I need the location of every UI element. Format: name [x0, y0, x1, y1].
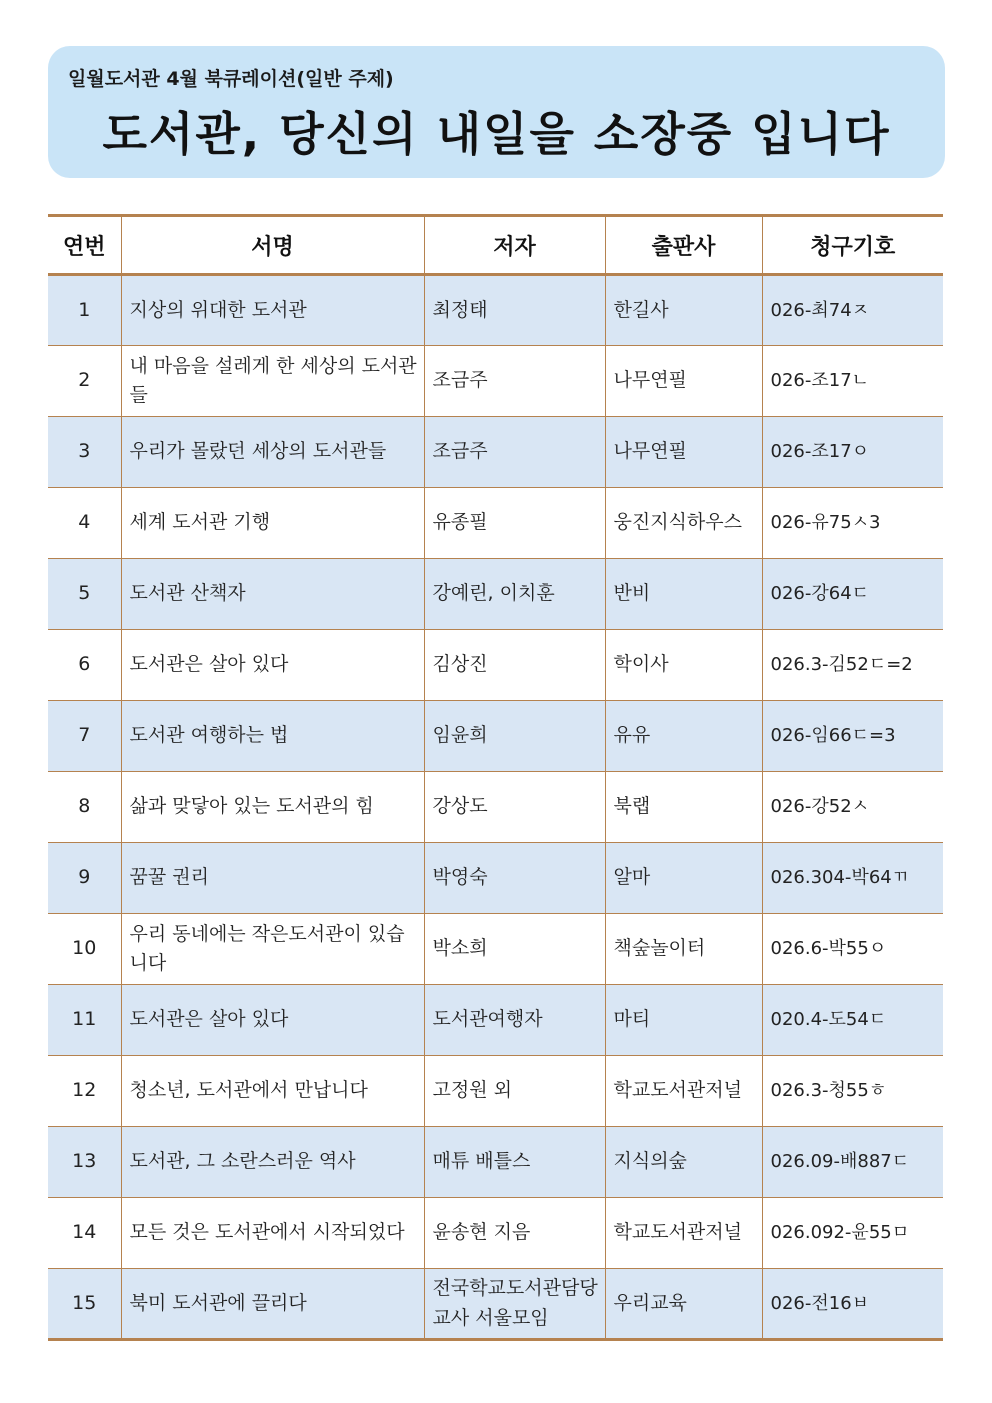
cell-author: 임윤희	[424, 701, 605, 772]
header-publisher: 출판사	[605, 216, 762, 275]
cell-publisher: 나무연필	[605, 346, 762, 417]
cell-author: 김상진	[424, 630, 605, 701]
cell-title: 꿈꿀 권리	[121, 843, 424, 914]
cell-number: 6	[48, 630, 121, 701]
cell-publisher: 지식의숲	[605, 1127, 762, 1198]
cell-title: 우리가 몰랐던 세상의 도서관들	[121, 417, 424, 488]
table-body	[48, 275, 943, 1340]
cell-number: 1	[48, 275, 121, 346]
table-header-row	[48, 216, 943, 275]
banner-subtitle: 일월도서관 4월 북큐레이션(일반 주제)	[68, 68, 394, 90]
cell-call-number: 026.092-윤55ㅁ	[762, 1198, 943, 1269]
cell-number: 9	[48, 843, 121, 914]
cell-call-number: 026.09-배887ㄷ	[762, 1127, 943, 1198]
cell-call-number: 020.4-도54ㄷ	[762, 985, 943, 1056]
cell-publisher: 마티	[605, 985, 762, 1056]
cell-author: 박영숙	[424, 843, 605, 914]
cell-title: 세계 도서관 기행	[121, 488, 424, 559]
cell-call-number: 026-강64ㄷ	[762, 559, 943, 630]
cell-call-number: 026-전16ㅂ	[762, 1269, 943, 1340]
table-row	[48, 701, 943, 772]
cell-number: 12	[48, 1056, 121, 1127]
cell-publisher: 우리교육	[605, 1269, 762, 1340]
table-row	[48, 559, 943, 630]
cell-call-number: 026-최74ㅈ	[762, 275, 943, 346]
cell-author: 윤송현 지음	[424, 1198, 605, 1269]
cell-publisher: 학교도서관저널	[605, 1056, 762, 1127]
cell-title: 도서관은 살아 있다	[121, 630, 424, 701]
cell-title: 도서관, 그 소란스러운 역사	[121, 1127, 424, 1198]
cell-call-number: 026.3-청55ㅎ	[762, 1056, 943, 1127]
table-row	[48, 1269, 943, 1340]
cell-author: 고정원 외	[424, 1056, 605, 1127]
cell-call-number: 026.6-박55ㅇ	[762, 914, 943, 985]
cell-author: 유종필	[424, 488, 605, 559]
cell-author: 조금주	[424, 417, 605, 488]
cell-number: 4	[48, 488, 121, 559]
cell-title: 지상의 위대한 도서관	[121, 275, 424, 346]
cell-publisher: 한길사	[605, 275, 762, 346]
banner-title: 도서관, 당신의 내일을 소장중 입니다	[102, 107, 891, 161]
cell-title: 북미 도서관에 끌리다	[121, 1269, 424, 1340]
cell-publisher: 반비	[605, 559, 762, 630]
cell-number: 10	[48, 914, 121, 985]
cell-author: 조금주	[424, 346, 605, 417]
cell-number: 14	[48, 1198, 121, 1269]
cell-number: 7	[48, 701, 121, 772]
cell-author: 박소희	[424, 914, 605, 985]
table-row	[48, 772, 943, 843]
cell-call-number: 026-조17ㅇ	[762, 417, 943, 488]
cell-call-number: 026-유75ㅅ3	[762, 488, 943, 559]
cell-number: 2	[48, 346, 121, 417]
cell-title: 모든 것은 도서관에서 시작되었다	[121, 1198, 424, 1269]
table-row	[48, 1198, 943, 1269]
header-title: 서명	[121, 216, 424, 275]
cell-author: 매튜 배틀스	[424, 1127, 605, 1198]
table-row	[48, 488, 943, 559]
cell-title: 삶과 맞닿아 있는 도서관의 힘	[121, 772, 424, 843]
cell-call-number: 026-임66ㄷ=3	[762, 701, 943, 772]
header-author: 저자	[424, 216, 605, 275]
cell-number: 5	[48, 559, 121, 630]
cell-author: 도서관여행자	[424, 985, 605, 1056]
cell-title: 도서관 산책자	[121, 559, 424, 630]
table-row	[48, 346, 943, 417]
cell-call-number: 026-조17ㄴ	[762, 346, 943, 417]
cell-author: 강상도	[424, 772, 605, 843]
cell-publisher: 웅진지식하우스	[605, 488, 762, 559]
book-list-table	[48, 214, 943, 1341]
cell-title: 우리 동네에는 작은도서관이 있습니다	[121, 914, 424, 985]
cell-publisher: 북랩	[605, 772, 762, 843]
header-call-number: 청구기호	[762, 216, 943, 275]
cell-publisher: 학교도서관저널	[605, 1198, 762, 1269]
header-number: 연번	[48, 216, 121, 275]
table-row	[48, 985, 943, 1056]
cell-author: 전국학교도서관담당교사 서울모임	[424, 1269, 605, 1340]
table-row	[48, 914, 943, 985]
cell-publisher: 유유	[605, 701, 762, 772]
cell-publisher: 알마	[605, 843, 762, 914]
cell-publisher: 학이사	[605, 630, 762, 701]
cell-number: 3	[48, 417, 121, 488]
cell-title: 청소년, 도서관에서 만납니다	[121, 1056, 424, 1127]
title-banner	[48, 46, 945, 178]
cell-number: 11	[48, 985, 121, 1056]
table-row	[48, 843, 943, 914]
cell-author: 최정태	[424, 275, 605, 346]
table-row	[48, 1127, 943, 1198]
table-row	[48, 1056, 943, 1127]
table-row	[48, 630, 943, 701]
cell-title: 도서관은 살아 있다	[121, 985, 424, 1056]
cell-number: 15	[48, 1269, 121, 1340]
cell-call-number: 026-강52ㅅ	[762, 772, 943, 843]
cell-publisher: 나무연필	[605, 417, 762, 488]
cell-title: 내 마음을 설레게 한 세상의 도서관들	[121, 346, 424, 417]
table-row	[48, 417, 943, 488]
cell-call-number: 026.3-김52ㄷ=2	[762, 630, 943, 701]
cell-call-number: 026.304-박64ㄲ	[762, 843, 943, 914]
cell-author: 강예린, 이치훈	[424, 559, 605, 630]
cell-title: 도서관 여행하는 법	[121, 701, 424, 772]
cell-publisher: 책숲놀이터	[605, 914, 762, 985]
cell-number: 8	[48, 772, 121, 843]
cell-number: 13	[48, 1127, 121, 1198]
table-row	[48, 275, 943, 346]
